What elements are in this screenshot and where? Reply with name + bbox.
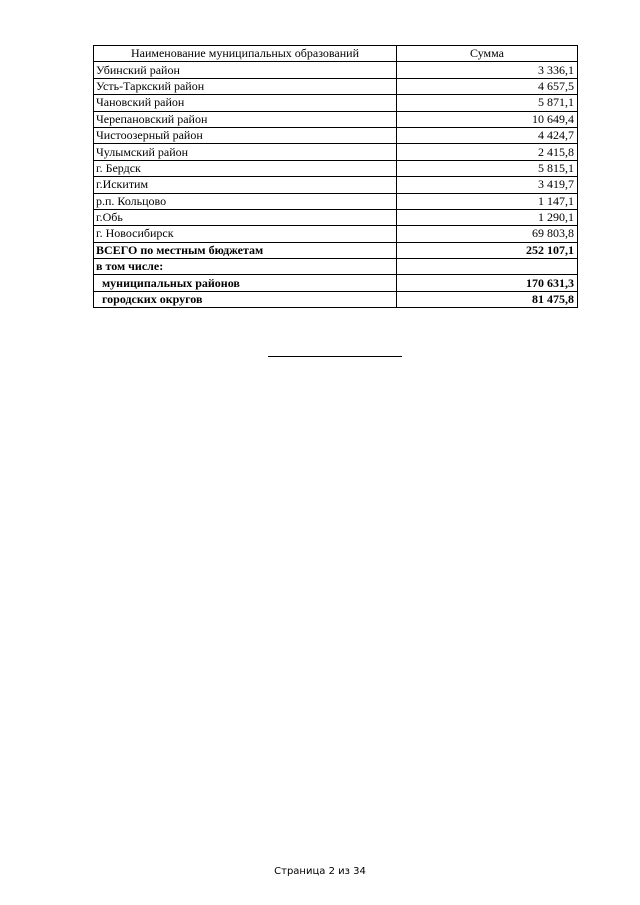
row-sum: 1 290,1 [397,209,578,225]
table-row [94,144,578,160]
including-row [94,259,578,275]
row-name: Усть-Таркский район [94,78,397,94]
row-sum: 3 336,1 [397,62,578,78]
total-sum: 252 107,1 [397,242,578,258]
city-districts-row [94,291,578,307]
table-row [94,95,578,111]
budget-table [93,45,578,308]
table-row [94,62,578,78]
municipal-districts-row [94,275,578,291]
table-row [94,193,578,209]
row-sum: 2 415,8 [397,144,578,160]
city-districts-name: городских округов [94,291,397,307]
row-sum: 3 419,7 [397,177,578,193]
row-name: г. Новосибирск [94,226,397,242]
row-name: р.п. Кольцово [94,193,397,209]
municipal-districts-name: муниципальных районов [94,275,397,291]
header-name: Наименование муниципальных образований [94,46,397,62]
row-name: Черепановский район [94,111,397,127]
city-districts-sum: 81 475,8 [397,291,578,307]
row-name: Чистоозерный район [94,127,397,143]
total-name: ВСЕГО по местным бюджетам [94,242,397,258]
including-name: в том числе: [94,259,397,275]
table-row [94,111,578,127]
row-sum: 69 803,8 [397,226,578,242]
table-row [94,127,578,143]
row-name: Чановский район [94,95,397,111]
row-name: г.Обь [94,209,397,225]
page-number-footer: Страница 2 из 34 [274,866,366,877]
table-row [94,78,578,94]
row-sum: 1 147,1 [397,193,578,209]
table-header-row [94,46,578,62]
table-row [94,226,578,242]
row-sum: 4 657,5 [397,78,578,94]
municipal-districts-sum: 170 631,3 [397,275,578,291]
row-name: Чулымский район [94,144,397,160]
row-name: г.Искитим [94,177,397,193]
row-sum: 5 815,1 [397,160,578,176]
row-sum: 4 424,7 [397,127,578,143]
table-row [94,160,578,176]
row-sum: 5 871,1 [397,95,578,111]
header-sum: Сумма [397,46,578,62]
row-name: Убинский район [94,62,397,78]
table-row [94,209,578,225]
including-sum [397,259,578,275]
row-name: г. Бердск [94,160,397,176]
table-row [94,177,578,193]
section-divider [268,356,402,357]
row-sum: 10 649,4 [397,111,578,127]
total-row [94,242,578,258]
